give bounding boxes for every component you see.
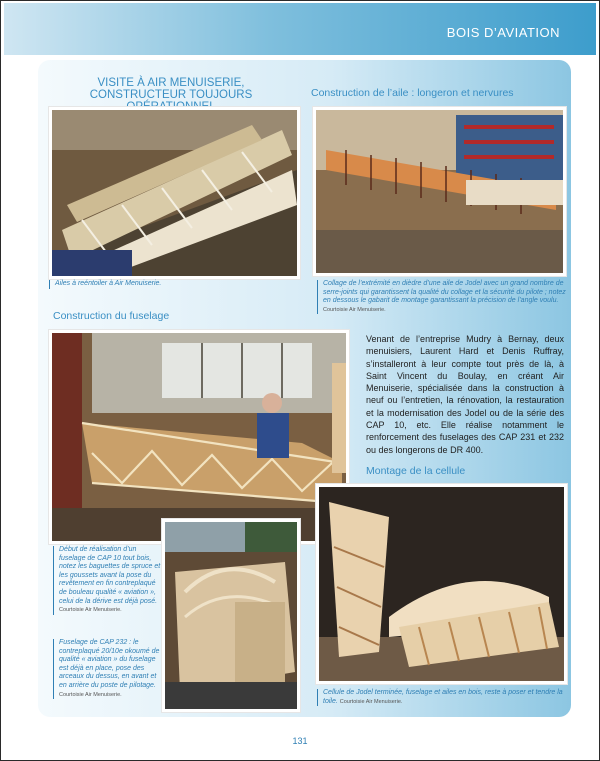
header-banner bbox=[4, 3, 596, 55]
section-title: BOIS D’AVIATION bbox=[446, 25, 560, 40]
caption-cap10-text: Début de réalisation d’un fuselage de CAP 10 tout bois, notez les baguettes de spruce et les goussets avant la pose du revêtement en fin contreplaqué de bouleau qualité « aviation », celui de la dérive est déjà posé. bbox=[59, 546, 161, 605]
photo-wings-image bbox=[52, 110, 297, 276]
caption-wings bbox=[49, 280, 295, 289]
photo-wings bbox=[49, 107, 300, 279]
wing-heading: Construction de l’aile : longeron et nervures bbox=[311, 87, 514, 99]
photo-cap10-fuselage bbox=[49, 330, 349, 544]
photo-cap232-image bbox=[165, 522, 297, 709]
photo-cap10-image bbox=[52, 333, 346, 541]
page-number: 131 bbox=[292, 736, 308, 746]
caption-cell bbox=[317, 689, 568, 706]
caption-cell-credit: Courtoisie Air Menuiserie. bbox=[339, 698, 403, 705]
caption-cap232 bbox=[53, 639, 161, 699]
cell-heading: Montage de la cellule bbox=[366, 465, 466, 477]
caption-wing-build bbox=[317, 280, 568, 314]
caption-wing-build-text: Collage de l’extrémité en dièdre d’une aile de Jodel avec un grand nombre de serre-joints qui garantissent la qualité du collage et la sécurité du pilote ; notez en dessous le gabarit de montage garantissant la précision de l’angle voulu. bbox=[323, 280, 566, 305]
caption-cap232-credit: Courtoisie Air Menuiserie. bbox=[59, 691, 122, 698]
photo-wing-build-image bbox=[316, 110, 563, 273]
photo-wing-build bbox=[313, 107, 566, 276]
caption-cap10 bbox=[53, 546, 161, 615]
photo-jodel-cell bbox=[316, 484, 567, 684]
article-title-line1: VISITE À AIR MENUISERIE, bbox=[97, 77, 245, 89]
caption-cap232-text: Fuselage de CAP 232 : le contreplaqué 20/10e okoumé de qualité « aviation » du fuselage est déjà en place, pose des arceaux du dessus, en avant et en arrière du poste de pilotage. bbox=[59, 639, 160, 689]
caption-cell-text: Cellule de Jodel terminée, fuselage et ailes en bois, reste à poser et tendre la toile. bbox=[323, 689, 563, 705]
caption-wings-text: Ailes à reéntoiler à Air Menuiserie. bbox=[55, 280, 162, 287]
photo-jodel-cell-image bbox=[319, 487, 564, 681]
article-body: Venant de l’entreprise Mudry à Bernay, deux menuisiers, Laurent Hard et Denis Ruffray, s’installeront à leur compte tout près de là, à Saint Vincent du Boulay, en créant Air Menuiserie, spécialisée dans la construction à neuf ou l’entretien, la rénovation, la restauration et la modernisation des Jodel ou de la série des CAP 10, etc. Elle réalise notamment le renforcement des fuselages des CAP 231 et 232 ou des longerons de DR 400. bbox=[366, 334, 564, 455]
photo-cap232-fuselage bbox=[162, 519, 300, 712]
fuselage-heading: Construction du fuselage bbox=[53, 310, 170, 322]
article-title-line2: CONSTRUCTEUR TOUJOURS bbox=[89, 89, 253, 101]
caption-wing-build-credit: Courtoisie Air Menuiserie. bbox=[323, 306, 386, 313]
caption-cap10-credit: Courtoisie Air Menuiserie. bbox=[59, 607, 122, 614]
